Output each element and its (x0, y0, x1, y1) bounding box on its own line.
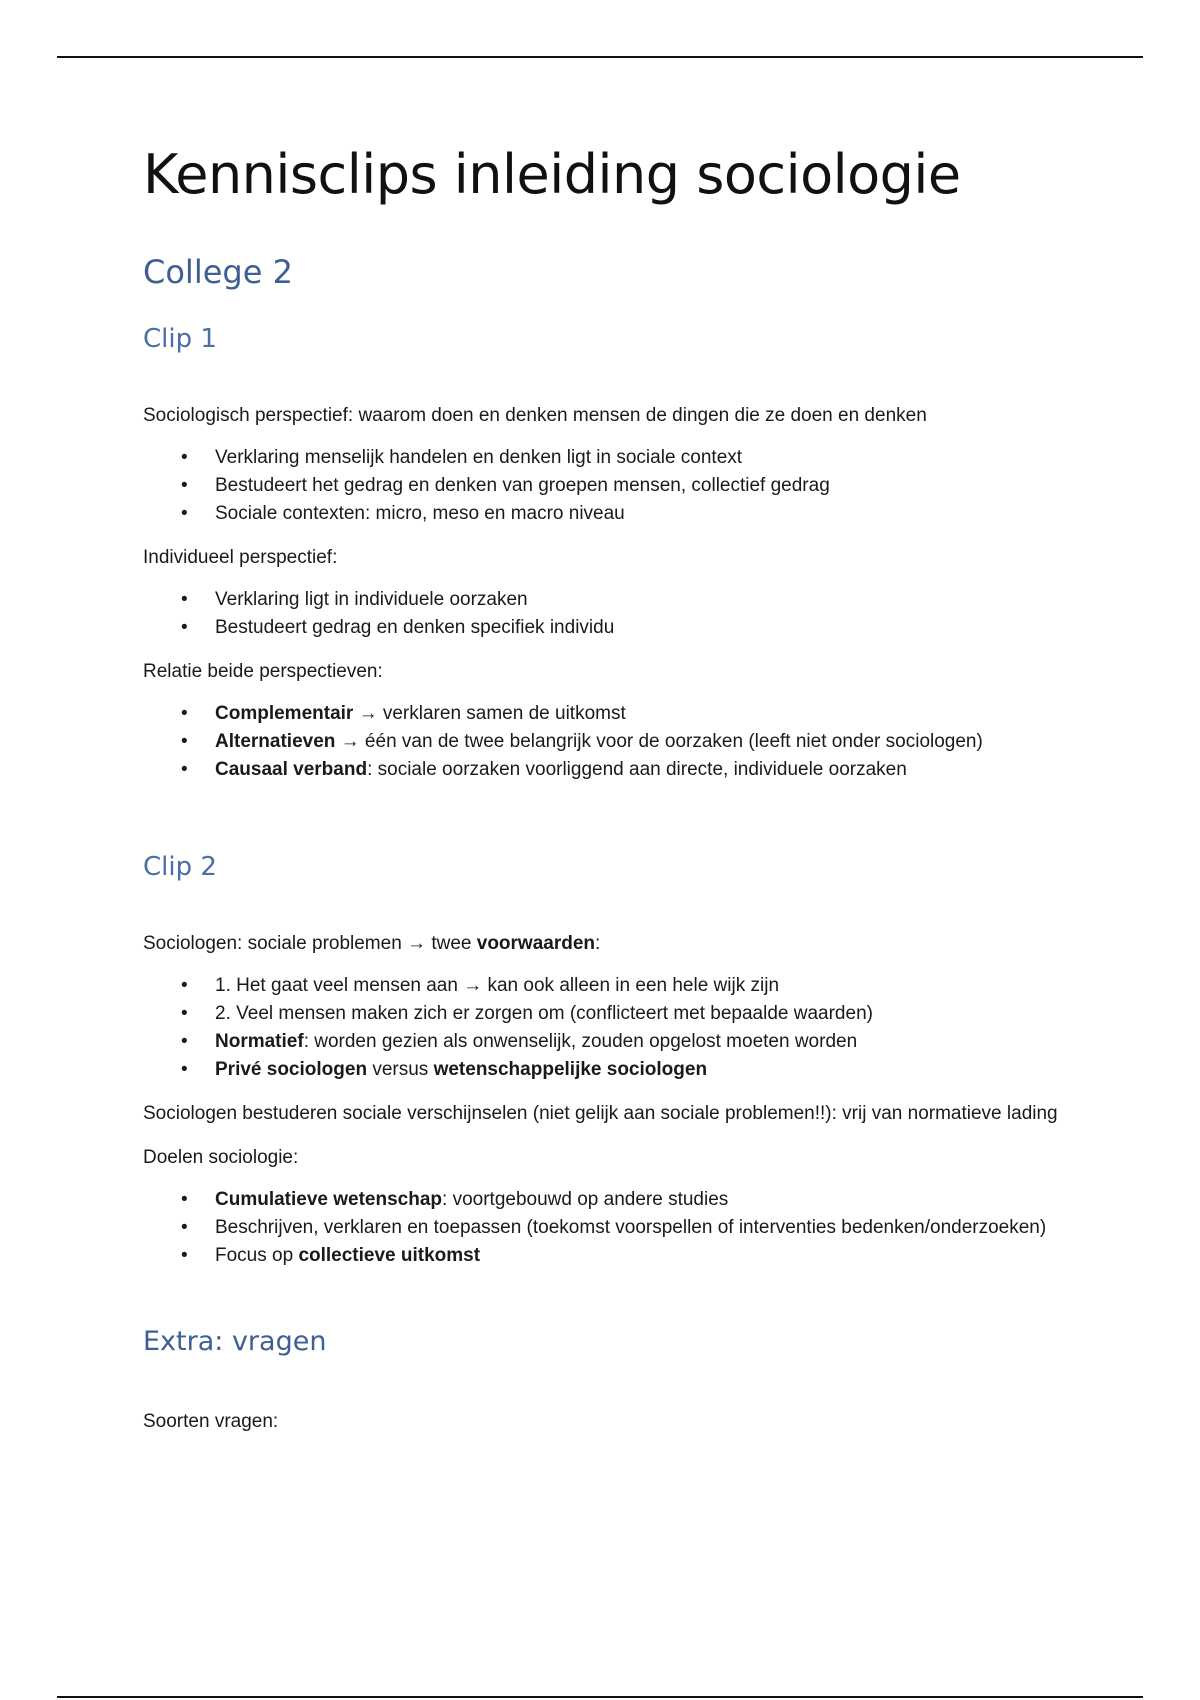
document-body (143, 140, 1103, 1436)
bullet-icon: • (181, 759, 188, 780)
list-item: • Verklaring ligt in individuele oorzaken (143, 586, 1103, 614)
list-item: • Bestudeert gedrag en denken specifiek individu (143, 614, 1103, 642)
clip2-paragraph-3: Doelen sociologie: (143, 1147, 299, 1168)
list-item: • 1. Het gaat veel mensen aan → kan ook alleen in een hele wijk zijn (143, 972, 1103, 1000)
bullet-icon: • (181, 475, 188, 496)
bullet-icon: • (181, 1189, 188, 1210)
bullet-icon: • (181, 447, 188, 468)
heading-clip-2: Clip 2 (143, 852, 217, 882)
clip2-paragraph-2: Sociologen bestuderen sociale verschijnselen (niet gelijk aan sociale problemen!!): vrij van normatieve lading (143, 1103, 1058, 1124)
clip2-list-2 (143, 1186, 1103, 1270)
extra-paragraph-1: Soorten vragen: (143, 1411, 279, 1432)
list-item: • Verklaring menselijk handelen en denken ligt in sociale context (143, 444, 1103, 472)
bullet-icon: • (181, 1003, 188, 1024)
clip1-paragraph-2: Individueel perspectief: (143, 547, 338, 568)
list-item: • Causaal verband: sociale oorzaken voorliggend aan directe, individuele oorzaken (143, 756, 1103, 784)
clip2-list-1 (143, 972, 1103, 1084)
clip1-paragraph-1: Sociologisch perspectief: waarom doen en denken mensen de dingen die ze doen en denken (143, 405, 927, 426)
heading-college: College 2 (143, 253, 293, 291)
bullet-icon: • (181, 703, 188, 724)
bullet-icon: • (181, 1059, 188, 1080)
bullet-icon: • (181, 1031, 188, 1052)
bullet-icon: • (181, 617, 188, 638)
heading-clip-1: Clip 1 (143, 324, 217, 354)
clip1-list-1 (143, 444, 1103, 528)
list-item: • Cumulatieve wetenschap: voortgebouwd op andere studies (143, 1186, 1103, 1214)
bullet-icon: • (181, 731, 188, 752)
clip1-list-3 (143, 700, 1103, 784)
list-item: • Normatief: worden gezien als onwenselijk, zouden opgelost moeten worden (143, 1028, 1103, 1056)
list-item: • 2. Veel mensen maken zich er zorgen om (conflicteert met bepaalde waarden) (143, 1000, 1103, 1028)
document-title: Kennisclips inleiding sociologie (143, 143, 961, 206)
bullet-icon: • (181, 1217, 188, 1238)
list-item: • Bestudeert het gedrag en denken van groepen mensen, collectief gedrag (143, 472, 1103, 500)
heading-extra-vragen: Extra: vragen (143, 1326, 327, 1357)
list-item: • Privé sociologen versus wetenschappelijke sociologen (143, 1056, 1103, 1084)
list-item: • Beschrijven, verklaren en toepassen (toekomst voorspellen of interventies bedenken/onderzoeken) (143, 1214, 1103, 1242)
clip1-paragraph-3: Relatie beide perspectieven: (143, 661, 383, 682)
list-item: • Sociale contexten: micro, meso en macro niveau (143, 500, 1103, 528)
clip1-list-2 (143, 586, 1103, 642)
top-rule (57, 56, 1143, 58)
clip2-paragraph-1: Sociologen: sociale problemen → twee voorwaarden: (143, 933, 601, 954)
bottom-rule (57, 1696, 1143, 1698)
list-item: • Alternatieven → één van de twee belangrijk voor de oorzaken (leeft niet onder sociologen) (143, 728, 1103, 756)
bullet-icon: • (181, 975, 188, 996)
list-item: • Complementair → verklaren samen de uitkomst (143, 700, 1103, 728)
bullet-icon: • (181, 1245, 188, 1266)
bullet-icon: • (181, 589, 188, 610)
bullet-icon: • (181, 503, 188, 524)
list-item: • Focus op collectieve uitkomst (143, 1242, 1103, 1270)
